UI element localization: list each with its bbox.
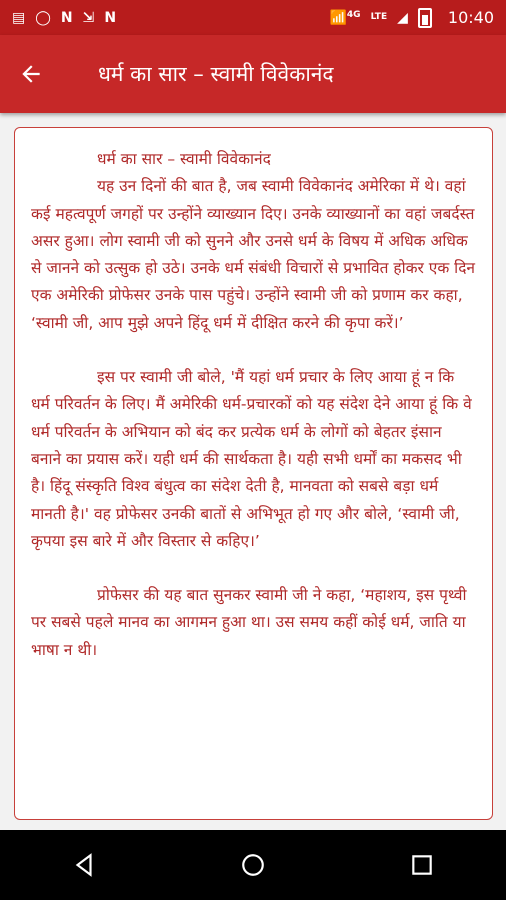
battery-icon [418, 8, 432, 28]
status-system [329, 8, 494, 28]
arrow-back-icon [18, 61, 44, 87]
back-triangle-icon [71, 852, 97, 878]
app-bar [0, 35, 506, 113]
notification-n-icon: N [104, 9, 117, 26]
article-card[interactable] [14, 127, 493, 820]
cell-signal-icon: ◢ [397, 9, 408, 26]
clock: 10:40 [447, 8, 494, 27]
nav-recents-button[interactable] [392, 835, 452, 895]
article-paragraph-1: यह उन दिनों की बात है, जब स्वामी विवेकानंद अमेरिका में थे। वहां कई महत्वपूर्ण जगहों पर उन्होंने व्याख्यान दिए। उनके व्याख्यानों का वहां जबर्दस्त असर हुआ। लोग स्वामी जी को सुनने और उनसे धर्म के विषय में अधिक अधिक से जानने को उत्सुक हो उठे। उनके धर्म संबंधी विचारों से प्रभावित होकर एक दिन एक अमेरिकी प्रोफेसर उनके पास पहुंचे। उन्होंने स्वामी जी को प्रणाम कर कहा, ‘स्वामी जी, आप मुझे अपने हिंदू धर्म में दीक्षित करने की कृपा करें।’ [31, 177, 476, 332]
article-paragraph-3: प्रोफेसर की यह बात सुनकर स्वामी जी ने कहा, ‘महाशय, इस पृथ्वी पर सबसे पहले मानव का आगमन हुआ था। उस समय कहीं कोई धर्म, जाति या भाषा न थी। [31, 586, 467, 659]
nav-back-button[interactable] [54, 835, 114, 895]
nav-home-button[interactable] [223, 835, 283, 895]
article-content [15, 128, 492, 664]
back-button[interactable] [0, 35, 62, 113]
notification-n-icon: N [60, 9, 73, 26]
article-heading: धर्म का सार – स्वामी विवेकानंद [97, 150, 271, 168]
recents-square-icon [409, 852, 435, 878]
navigation-bar [0, 830, 506, 900]
network-label: LTE [370, 12, 388, 22]
home-circle-icon [240, 852, 266, 878]
download-icon: ⇲ [82, 9, 95, 26]
status-bar [0, 0, 506, 35]
whatsapp-icon: ◯ [35, 9, 51, 26]
message-icon: ▤ [12, 9, 26, 26]
signal-icon: 📶$^{4G}$ [329, 9, 361, 26]
page-title: धर्म का सार – स्वामी विवेकानंद [98, 62, 334, 86]
article-paragraph-2: इस पर स्वामी जी बोले, 'मैं यहां धर्म प्रचार के लिए आया हूं न कि धर्म परिवर्तन के लिए। मैं अमेरिकी धर्म-प्रचारकों को यह संदेश देने आया हूं कि वे धर्म परिवर्तन के अभियान को बंद कर प्रत्येक धर्म के लोगों को बेहतर इंसान बनाने का प्रयास करें। यही धर्म की सार्थकता है। यही सभी धर्मों का मकसद भी है। हिंदू संस्कृति विश्व बंधुत्व का संदेश देती है, मानवता को सबसे बड़ा धर्म मानती है।' वह प्रोफेसर उनकी बातों से अभिभूत हो गए और बोले, ‘स्वामी जी, कृपया इस बारे में और विस्तार से कहिए।’ [31, 368, 472, 550]
signal-label: 4G [346, 9, 361, 20]
status-notifications [12, 11, 116, 25]
